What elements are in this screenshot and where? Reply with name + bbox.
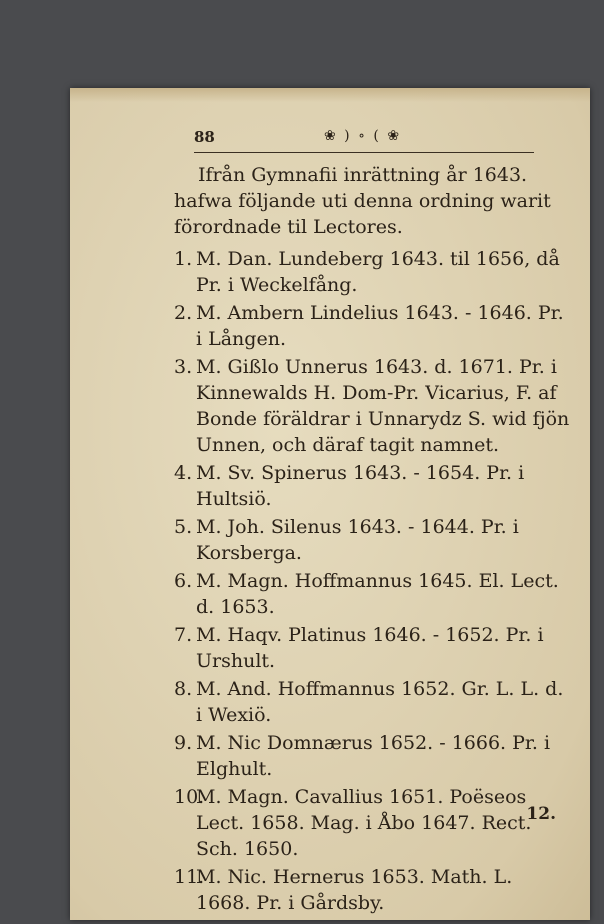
entry-text: M. And. Hoffmannus 1652. Gr. L. L. d. i Wexiö. [196, 678, 564, 726]
entry-text: M. Dan. Lundeberg 1643. til 1656, då Pr. i Weckelfång. [196, 248, 560, 296]
entry-text: M. Gißlo Unnerus 1643. d. 1671. Pr. i Kinnewalds H. Dom‑Pr. Vicarius, F. af Bonde föräldrar i Unnarydz S. wid fjön Unnen, och däraf tagit namnet. [196, 356, 570, 456]
entry-number: 2. [174, 302, 193, 324]
page-header [194, 128, 534, 156]
list-item [174, 246, 570, 298]
list-item [174, 568, 570, 620]
page-number: 88 [194, 128, 215, 146]
entry-text: M. Magn. Hoffmannus 1645. El. Lect. d. 1653. [196, 570, 559, 618]
list-item [174, 354, 570, 458]
page-text [174, 162, 570, 918]
entry-text: M. Haqv. Platinus 1646. ‑ 1652. Pr. i Urshult. [196, 624, 544, 672]
list-item [174, 622, 570, 674]
page-top-edge [70, 88, 590, 102]
book-page [70, 88, 590, 920]
entry-number: 11. [174, 866, 205, 888]
entry-text: M. Sv. Spinerus 1643. ‑ 1654. Pr. i Hultsiö. [196, 462, 525, 510]
list-item [174, 460, 570, 512]
catchword: 12. [526, 804, 556, 824]
entry-number: 1. [174, 248, 193, 270]
list-item [174, 730, 570, 782]
entry-number: 10. [174, 786, 205, 808]
lector-list [174, 246, 570, 916]
entry-number: 3. [174, 356, 193, 378]
entry-number: 4. [174, 462, 193, 484]
entry-number: 6. [174, 570, 193, 592]
intro-paragraph: Ifrån Gymnafii inrättning år 1643. hafwa följande uti denna ordning warit förordnade til Lectores. [174, 164, 551, 238]
list-item [174, 864, 570, 916]
header-rule [194, 152, 534, 153]
entry-text: M. Nic Domnærus 1652. ‑ 1666. Pr. i Elghult. [196, 732, 551, 780]
entry-number: 7. [174, 624, 193, 646]
list-item [174, 676, 570, 728]
entry-text: M. Nic. Hernerus 1653. Math. L. 1668. Pr. i Gårdsby. [196, 866, 513, 914]
list-item [174, 784, 570, 862]
entry-text: M. Ambern Lindelius 1643. ‑ 1646. Pr. i Lången. [196, 302, 564, 350]
list-item [174, 514, 570, 566]
header-ornament: ❀ ) ∘ ( ❀ [324, 128, 402, 144]
list-item [174, 300, 570, 352]
entry-text: M. Joh. Silenus 1643. ‑ 1644. Pr. i Korsberga. [196, 516, 519, 564]
entry-number: 9. [174, 732, 193, 754]
entry-number: 8. [174, 678, 193, 700]
entry-text: M. Magn. Cavallius 1651. Poëseos Lect. 1658. Mag. i Åbo 1647. Rect. Sch. 1650. [196, 786, 532, 860]
entry-number: 5. [174, 516, 193, 538]
